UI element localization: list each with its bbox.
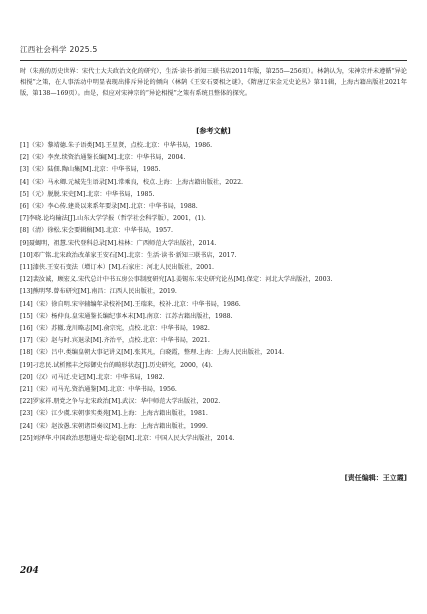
- reference-item: [21]（宋）司马光.资治通鉴[M].北京：中华书局，1956.: [20, 386, 177, 394]
- reference-item: [11]漆侠.王安石变法（增订本）[M].石家庄：河北人民出版社，2001.: [20, 264, 215, 272]
- reference-item: [14]（宋）徐自明.宋宰辅编年录校补[M].王瑞来，校补.北京：中华书局，1986.: [20, 300, 241, 308]
- reference-item: [5]（元）脱脱.宋史[M].北京：中华书局，1985.: [20, 190, 155, 198]
- reference-item: [1]（宋）黎靖德.朱子语类[M].王星贤，点校.北京：中华书局，1986.: [20, 142, 213, 149]
- references-list: [20, 140, 407, 445]
- reference-item: [6]（宋）李心传.建炎以来系年要录[M].北京：中华书局，1988.: [20, 203, 198, 211]
- reference-item: [23]（宋）江少虞.宋朝事实类苑[M].上海：上海古籍出版社，1981.: [20, 410, 208, 418]
- reference-item: [22]罗家祥.朋党之争与北宋政治[M].武汉：华中师范大学出版社，2002.: [20, 398, 221, 406]
- page-number: 204: [20, 566, 39, 576]
- reference-item: [20]（汉）司马迁.史记[M].北京：中华书局，1982.: [20, 373, 165, 381]
- references-title: [参考文献]: [196, 127, 231, 135]
- reference-item: [9]聂蝎明，祖慧.宋代登科总录[M].桂林：广西师范大学出版社，2014.: [20, 239, 217, 247]
- reference-item: [12]裴汝诚，顾宏义.宋代总计中书五房公事制度研究[A].姜锡东.宋史研究论丛[M].保定：河北大学出版社，2003.: [20, 276, 333, 284]
- reference-item: [24]（宋）赵汝愚.宋朝诸臣奏议[M].上海：上海古籍出版社，1999.: [20, 422, 208, 430]
- intro-paragraph: 时（朱熹的历史世界：宋代士大夫政治文化的研究），生活·读书·新知三联书店2011年版，第255—256页）。林鹄认为，宋神宗并未遵循“异论相搅”之策，在人事活动中明显表现出排斥异论的倾向（林鹄《王安石要相之谜》，《隋唐辽宋金元史论丛》第11辑，上海古籍出版社2021年版，第138—169页）。由是，似应对宋神宗的“异论相搅”之策有系统且整体的探究。: [20, 68, 407, 98]
- reference-item: [2]（宋）李焘.续资治通鉴长编[M].北京：中华书局，2004.: [20, 154, 186, 162]
- reference-item: [10]邓广铭.北宋政治改革家王安石[M].北京：生活·读书·新知三联书店，2017.: [20, 251, 237, 259]
- reference-item: [4]（宋）马永卿.元城先生语录[M].常乘良，校点.上海：上海古籍出版社，2022.: [20, 178, 243, 186]
- reference-item: [7]李晓.论均输法[J].山东大学学报（哲学社会科学版），2001，(1).: [20, 215, 206, 223]
- reference-item: [17]（宋）赵与时.宾退录[M].齐治平，点校.北京：中华书局，2021.: [20, 337, 210, 345]
- journal-header: 江西社会科学 2025.5: [20, 45, 98, 54]
- reference-item: [25]刘泽华.中国政治思想通史·综论卷[M].北京：中国人民大学出版社，2014.: [20, 434, 235, 442]
- reference-item: [19]刁忠民.试析熙丰之际御史台的畸形状态[J].历史研究，2000，(4).: [20, 361, 213, 369]
- reference-item: [13]熊明琴.曾布研究[M].南昌：江西人民出版社，2019.: [20, 288, 177, 296]
- reference-item: [8]（清）徐松.宋会要辑稿[M].北京：中华书局，1957.: [20, 227, 173, 235]
- reference-item: [16]（宋）苏辙.龙川略志[M].俞宗宪，点校.北京：中华书局，1982.: [20, 325, 210, 333]
- reference-item: [3]（宋）陆佃.陶山集[M].北京：中华书局，1985.: [20, 166, 161, 174]
- reference-item: [15]（宋）杨仲良.皇宋通鉴长编纪事本末[M].南京：江苏古籍出版社，1988.: [20, 312, 233, 320]
- header-divider: [20, 60, 407, 61]
- responsible-editor: [责任编辑：王立霞]: [344, 474, 407, 482]
- reference-item: [18]（宋）吕中.类编皇朝大事记讲义[M].张其凡，白晓霞，整理.上海：上海人民出版社，2014.: [20, 349, 285, 357]
